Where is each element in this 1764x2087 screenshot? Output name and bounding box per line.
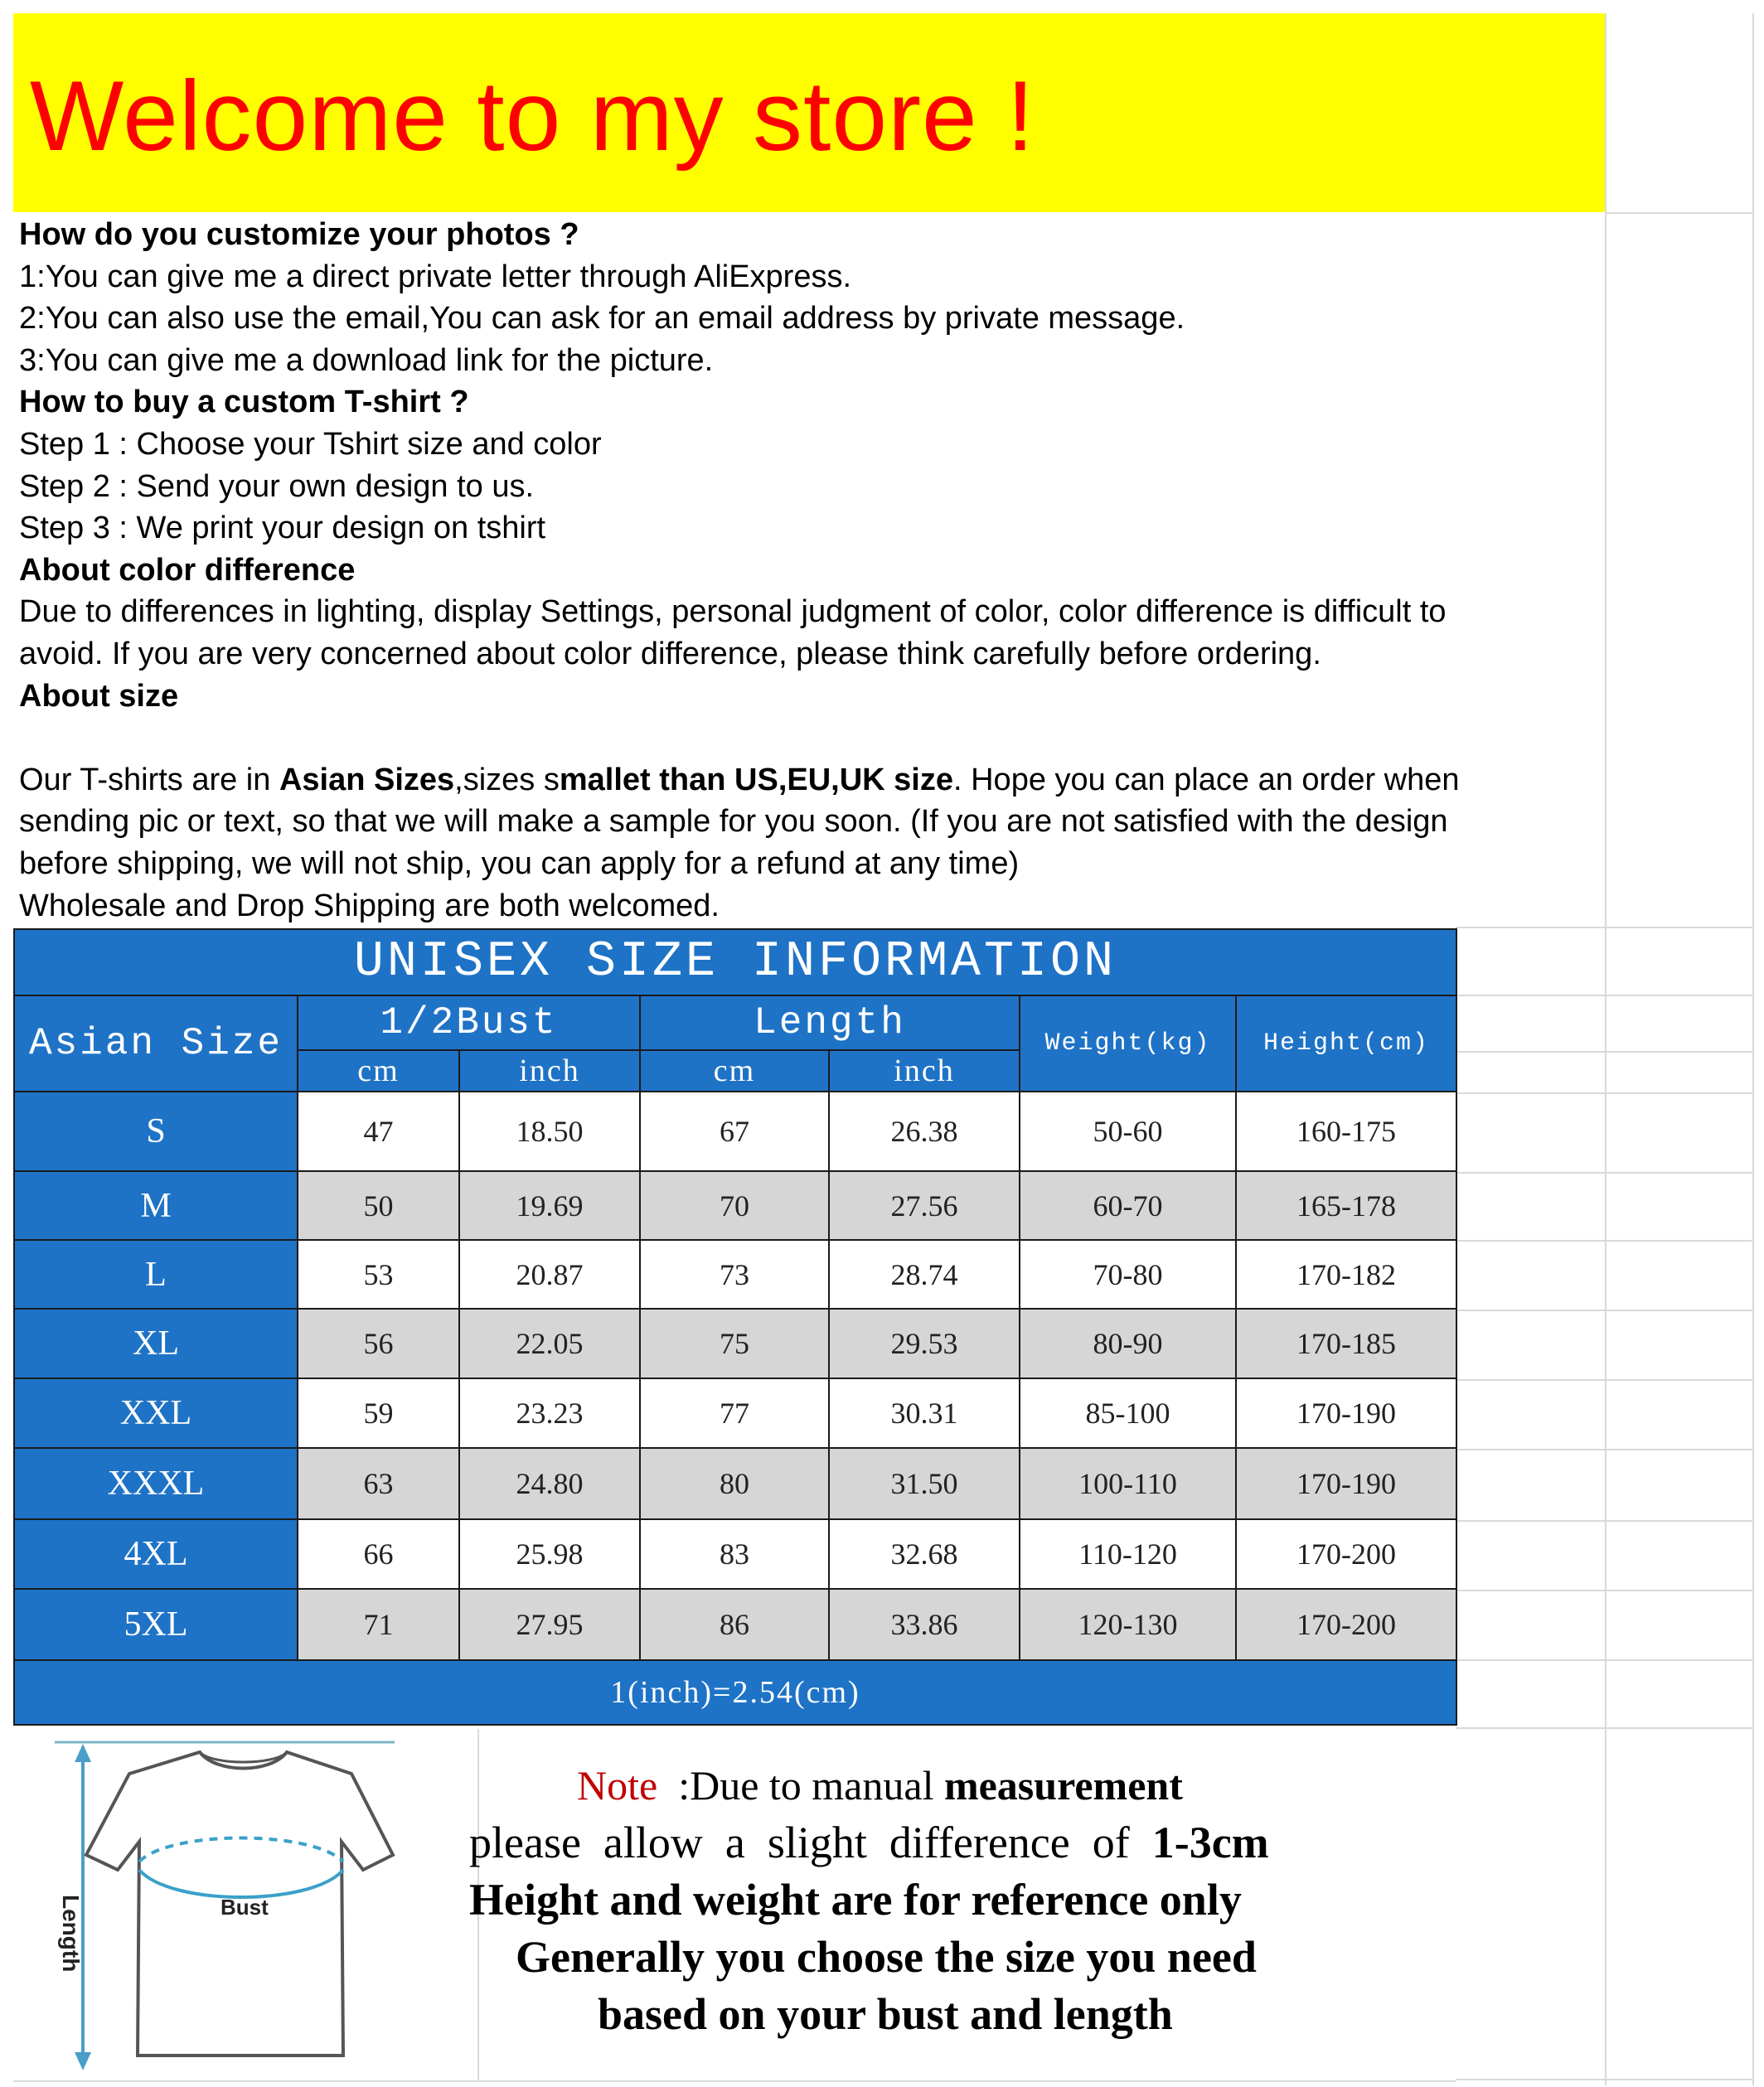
bust-inch: 22.05	[459, 1309, 640, 1378]
length-inch: 29.53	[829, 1309, 1020, 1378]
bust-cm: 63	[298, 1448, 459, 1519]
length-cm: 77	[640, 1378, 829, 1448]
answer-line: 2:You can also use the email,You can ask for an email address by private message.	[19, 301, 1185, 337]
size-text-bold: Asian Sizes	[279, 762, 455, 797]
size-paragraph	[19, 759, 1544, 885]
table-row	[14, 1240, 1456, 1309]
note-word: Note	[577, 1762, 658, 1809]
weight-range: 85-100	[1020, 1378, 1236, 1448]
bust-cm: 71	[298, 1589, 459, 1660]
step-line: Step 1 : Choose your Tshirt size and color	[19, 426, 602, 462]
size-table-wrap	[13, 928, 1456, 1728]
length-cm: 83	[640, 1519, 829, 1589]
bust-inch: 18.50	[459, 1092, 640, 1171]
heading-color-difference: About color difference	[19, 552, 356, 588]
tshirt-diagram	[30, 1737, 469, 2077]
note-line-4: Generally you choose the size you need	[516, 1932, 1257, 1982]
length-cm: 70	[640, 1171, 829, 1240]
header-weight: Weight(kg)	[1020, 995, 1236, 1092]
bust-inch: 27.95	[459, 1589, 640, 1660]
size-label: L	[14, 1240, 298, 1309]
table-row	[14, 1092, 1456, 1171]
grid-line	[1456, 1449, 1754, 1450]
grid-line	[1456, 1590, 1754, 1591]
grid-line	[1752, 13, 1754, 2085]
arrow-head-up	[75, 1744, 91, 1762]
grid-line	[1456, 927, 1754, 928]
bust-cm: 56	[298, 1309, 459, 1378]
header-length: Length	[640, 995, 1020, 1050]
table-row	[14, 1589, 1456, 1660]
heading-buy-custom-tshirt: How to buy a custom T-shirt ?	[19, 385, 469, 420]
header-asian-size: Asian Size	[14, 995, 298, 1092]
grid-line	[1456, 1092, 1754, 1094]
length-cm: 86	[640, 1589, 829, 1660]
color-difference-text: Due to differences in lighting, display Settings, personal judgment of color, color difference is difficult to avoid. If you are very concerned about color difference, please think carefully before ordering.	[19, 594, 1447, 671]
inch-conversion-note: 1(inch)=2.54(cm)	[14, 1660, 1456, 1725]
bust-inch: 24.80	[459, 1448, 640, 1519]
heading-about-size: About size	[19, 678, 179, 714]
grid-line	[1605, 13, 1606, 2085]
size-label: 5XL	[14, 1589, 298, 1660]
unit-inch: inch	[459, 1050, 640, 1092]
height-range: 170-190	[1236, 1448, 1456, 1519]
bust-cm: 59	[298, 1378, 459, 1448]
size-text: Our T-shirts are in	[19, 762, 279, 797]
answer-line: 3:You can give me a download link for the picture.	[19, 342, 714, 378]
grid-line	[1456, 1051, 1754, 1053]
bust-cm: 50	[298, 1171, 459, 1240]
height-range: 170-190	[1236, 1378, 1456, 1448]
length-inch: 30.31	[829, 1378, 1020, 1448]
height-range: 160-175	[1236, 1092, 1456, 1171]
bust-cm: 66	[298, 1519, 459, 1589]
size-label: XXXL	[14, 1448, 298, 1519]
step-line: Step 2 : Send your own design to us.	[19, 468, 535, 504]
welcome-title: Welcome to my store !	[30, 61, 1035, 172]
height-range: 170-182	[1236, 1240, 1456, 1309]
grid-line	[1456, 1172, 1754, 1174]
length-inch: 28.74	[829, 1240, 1020, 1309]
table-title: UNISEX SIZE INFORMATION	[14, 929, 1456, 995]
note-text: :Due to manual	[678, 1762, 944, 1809]
length-inch: 26.38	[829, 1092, 1020, 1171]
height-range: 170-200	[1236, 1589, 1456, 1660]
note-text-bold: 1-3cm	[1151, 1818, 1269, 1867]
bust-cm: 53	[298, 1240, 459, 1309]
weight-range: 60-70	[1020, 1171, 1236, 1240]
note-block	[469, 1757, 1447, 2043]
store-info	[19, 214, 1594, 927]
weight-range: 100-110	[1020, 1448, 1236, 1519]
grid-line	[1456, 1520, 1754, 1522]
answer-line: 1:You can give me a direct private letter through AliExpress.	[19, 259, 852, 294]
step-line: Step 3 : We print your design on tshirt	[19, 511, 546, 546]
table-row	[14, 1309, 1456, 1378]
note-text: please allow a slight difference of	[469, 1818, 1152, 1867]
unit-cm: cm	[298, 1050, 459, 1092]
length-cm: 75	[640, 1309, 829, 1378]
table-row	[14, 1448, 1456, 1519]
height-range: 165-178	[1236, 1171, 1456, 1240]
size-text: . Hope you can place an order when sending pic or text, so that we will make a sample for you soon. (If you are not satisfied with the design before shipping, we will not ship, you can apply for a refund at any time)	[19, 762, 1460, 881]
bust-inch: 23.23	[459, 1378, 640, 1448]
size-label: S	[14, 1092, 298, 1171]
grid-line	[1456, 1659, 1754, 1661]
length-inch: 32.68	[829, 1519, 1020, 1589]
unit-inch: inch	[829, 1050, 1020, 1092]
grid-line	[1605, 212, 1754, 214]
grid-line	[1456, 2079, 1754, 2080]
bust-cm: 47	[298, 1092, 459, 1171]
welcome-banner	[13, 13, 1605, 212]
blank-line	[19, 717, 1594, 759]
weight-range: 110-120	[1020, 1519, 1236, 1589]
unit-cm: cm	[640, 1050, 829, 1092]
bust-label: Bust	[220, 1895, 269, 1920]
size-label: 4XL	[14, 1519, 298, 1589]
table-row	[14, 1378, 1456, 1448]
weight-range: 120-130	[1020, 1589, 1236, 1660]
weight-range: 70-80	[1020, 1240, 1236, 1309]
heading-customize-photos: How do you customize your photos ?	[19, 217, 579, 252]
length-inch: 27.56	[829, 1171, 1020, 1240]
length-inch: 33.86	[829, 1589, 1020, 1660]
note-text-bold: measurement	[943, 1762, 1183, 1809]
weight-range: 80-90	[1020, 1309, 1236, 1378]
length-cm: 67	[640, 1092, 829, 1171]
table-row	[14, 1519, 1456, 1589]
grid-line	[1456, 995, 1754, 996]
size-text: ,sizes s	[454, 762, 560, 797]
table-row	[14, 1171, 1456, 1240]
length-cm: 80	[640, 1448, 829, 1519]
length-cm: 73	[640, 1240, 829, 1309]
bust-inch: 19.69	[459, 1171, 640, 1240]
wholesale-text: Wholesale and Drop Shipping are both welcomed.	[19, 888, 720, 923]
size-table	[13, 928, 1457, 1726]
size-text-bold: mallet than US,EU,UK size	[559, 762, 953, 797]
header-height: Height(cm)	[1236, 995, 1456, 1092]
note-line-5: based on your bust and length	[598, 1989, 1173, 2039]
length-label: Length	[58, 1895, 84, 1973]
grid-line	[1456, 1379, 1754, 1381]
weight-range: 50-60	[1020, 1092, 1236, 1171]
length-inch: 31.50	[829, 1448, 1020, 1519]
note-line-3: Height and weight are for reference only	[469, 1875, 1242, 1925]
arrow-head-down	[75, 2052, 91, 2070]
note-line-2	[469, 1814, 1447, 1872]
height-range: 170-185	[1236, 1309, 1456, 1378]
grid-line	[1456, 1727, 1754, 1729]
size-label: M	[14, 1171, 298, 1240]
bust-inch: 25.98	[459, 1519, 640, 1589]
height-range: 170-200	[1236, 1519, 1456, 1589]
size-label: XXL	[14, 1378, 298, 1448]
header-bust: 1/2Bust	[298, 995, 640, 1050]
bust-inch: 20.87	[459, 1240, 640, 1309]
note-line-1	[469, 1757, 1447, 1814]
grid-line	[1456, 1310, 1754, 1311]
grid-line	[1456, 1240, 1754, 1242]
size-label: XL	[14, 1309, 298, 1378]
